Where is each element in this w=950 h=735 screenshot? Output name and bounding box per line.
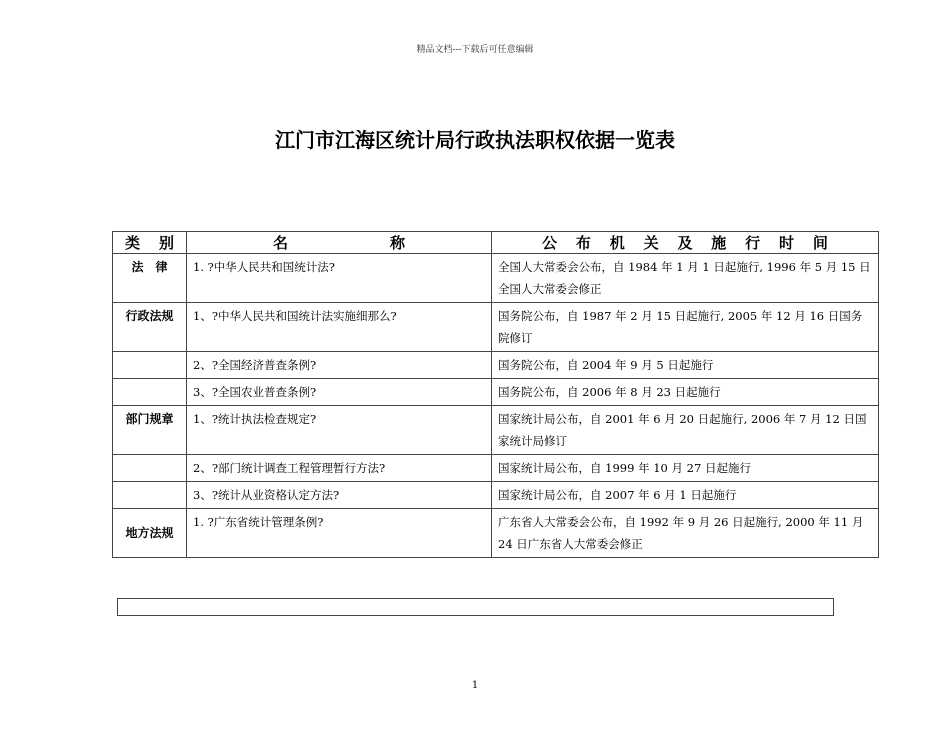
header-publisher-char: 及 (677, 234, 693, 252)
row-category: 法 律 (113, 254, 187, 303)
table-row (113, 379, 879, 406)
table-row (113, 254, 879, 303)
row-publisher: 国务院公布，自 1987 年 2 月 15 日起施行, 2005 年 12 月 16 日国务院修订 (492, 303, 879, 352)
row-publisher: 国家统计局公布，自 1999 年 10 月 27 日起施行 (492, 455, 879, 482)
row-publisher: 国务院公布，自 2004 年 9 月 5 日起施行 (492, 352, 879, 379)
row-publisher: 全国人大常委会公布，自 1984 年 1 月 1 日起施行, 1996 年 5 月 15 日全国人大常委会修正 (492, 254, 879, 303)
row-name: 1. ?广东省统计管理条例? (187, 509, 492, 558)
table-row (113, 509, 879, 558)
table-header-row (113, 232, 879, 254)
row-publisher: 国家统计局公布，自 2007 年 6 月 1 日起施行 (492, 482, 879, 509)
header-publisher-char: 间 (812, 234, 828, 252)
row-category (113, 352, 187, 379)
header-publisher-char: 行 (745, 234, 761, 252)
header-publisher-char: 公 (542, 234, 558, 252)
header-category-char: 别 (158, 234, 174, 252)
row-name: 1. ?中华人民共和国统计法? (187, 254, 492, 303)
row-name: 2、?全国经济普查条例? (187, 352, 492, 379)
row-publisher: 国务院公布，自 2006 年 8 月 23 日起施行 (492, 379, 879, 406)
table-row (113, 455, 879, 482)
row-category (113, 482, 187, 509)
header-publisher (492, 232, 879, 254)
header-publisher-char: 关 (643, 234, 659, 252)
row-category: 部门规章 (113, 406, 187, 455)
row-name: 1、?统计执法检查规定? (187, 406, 492, 455)
header-publisher-char: 布 (575, 234, 591, 252)
row-category (113, 379, 187, 406)
row-name: 2、?部门统计调查工程管理暂行方法? (187, 455, 492, 482)
row-name: 3、?全国农业普查条例? (187, 379, 492, 406)
header-publisher-char: 机 (609, 234, 625, 252)
table-row (113, 303, 879, 352)
row-name: 1、?中华人民共和国统计法实施细那么? (187, 303, 492, 352)
header-publisher-char: 时 (779, 234, 795, 252)
table-row (113, 352, 879, 379)
row-category: 地方法规 (113, 509, 187, 558)
page-title: 江门市江海区统计局行政执法职权依据一览表 (275, 128, 675, 152)
row-publisher: 广东省人大常委会公布，自 1992 年 9 月 26 日起施行, 2000 年 11 月 24 日广东省人大常委会修正 (492, 509, 879, 558)
header-name (187, 232, 492, 254)
header-name-char: 称 (389, 234, 405, 252)
document-header-note: 精品文档---下载后可任意编辑 (416, 45, 534, 55)
header-category (113, 232, 187, 254)
row-category: 行政法规 (113, 303, 187, 352)
header-publisher-char: 施 (711, 234, 727, 252)
row-name: 3、?统计从业资格认定方法? (187, 482, 492, 509)
authority-table (112, 231, 879, 558)
row-publisher: 国家统计局公布，自 2001 年 6 月 20 日起施行, 2006 年 7 月 12 日国家统计局修订 (492, 406, 879, 455)
row-category (113, 455, 187, 482)
header-name-char: 名 (273, 234, 289, 252)
page-number: 1 (471, 680, 479, 691)
table-row (113, 482, 879, 509)
table-row (113, 406, 879, 455)
header-category-char: 类 (125, 234, 141, 252)
empty-text-box (117, 598, 834, 616)
